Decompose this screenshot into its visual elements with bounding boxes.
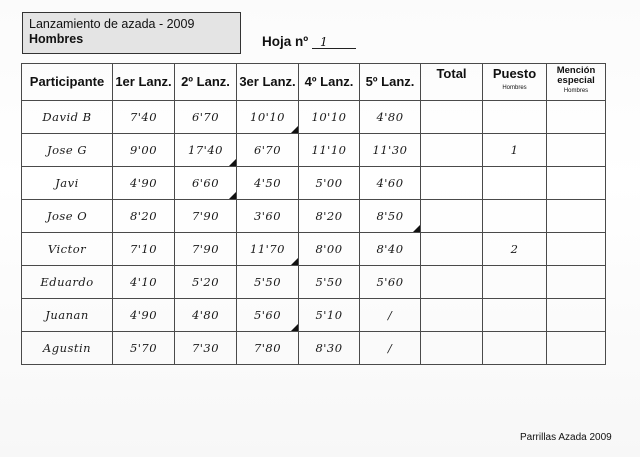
col-throw-5: 5º Lanz. — [360, 64, 421, 101]
participant-name-cell: David B — [22, 101, 113, 134]
total-cell — [421, 134, 483, 167]
mencion-cell — [547, 332, 606, 365]
mencion-cell — [547, 134, 606, 167]
throw-5-cell: / — [360, 332, 421, 365]
corner-mark — [413, 225, 420, 232]
table-row — [22, 134, 606, 167]
table-row — [22, 233, 606, 266]
throw-4-cell: 8'00 — [299, 233, 360, 266]
total-cell — [421, 101, 483, 134]
throw-3-cell: 11'70 — [237, 233, 299, 266]
col-throw-2: 2º Lanz. — [175, 64, 237, 101]
throw-2-cell: 7'90 — [175, 233, 237, 266]
table-header-row — [22, 64, 606, 101]
throw-4-cell: 5'00 — [299, 167, 360, 200]
puesto-cell — [483, 101, 547, 134]
mencion-cell — [547, 266, 606, 299]
corner-mark — [291, 324, 298, 331]
throw-3-cell: 3'60 — [237, 200, 299, 233]
throw-2-cell: 7'30 — [175, 332, 237, 365]
throw-5-cell: 5'60 — [360, 266, 421, 299]
throw-3-cell: 5'50 — [237, 266, 299, 299]
col-throw-4: 4º Lanz. — [299, 64, 360, 101]
corner-mark — [291, 258, 298, 265]
participant-name-cell: Victor — [22, 233, 113, 266]
throw-5-cell: 4'60 — [360, 167, 421, 200]
col-mencion-label: Mención especial — [556, 65, 596, 86]
results-table — [21, 63, 606, 365]
throw-2-cell: 7'90 — [175, 200, 237, 233]
title-box — [22, 12, 241, 54]
throw-1-cell: 5'70 — [113, 332, 175, 365]
corner-mark — [229, 159, 236, 166]
throw-1-cell: 7'10 — [113, 233, 175, 266]
throw-3-cell: 6'70 — [237, 134, 299, 167]
category-label: Hombres — [29, 32, 84, 46]
throw-2-cell: 4'80 — [175, 299, 237, 332]
participant-name-cell: Jose O — [22, 200, 113, 233]
puesto-cell — [483, 299, 547, 332]
throw-5-cell: 4'80 — [360, 101, 421, 134]
throw-1-cell: 4'90 — [113, 167, 175, 200]
throw-4-cell: 10'10 — [299, 101, 360, 134]
mencion-cell — [547, 233, 606, 266]
event-title: Lanzamiento de azada - 2009 — [29, 17, 195, 31]
table-row — [22, 167, 606, 200]
col-puesto-sub: Hombres — [502, 85, 527, 91]
throw-4-cell: 5'10 — [299, 299, 360, 332]
total-cell — [421, 299, 483, 332]
col-mencion-sub: Hombres — [563, 88, 589, 94]
col-puesto-label: Puesto — [492, 66, 537, 81]
total-cell — [421, 332, 483, 365]
mencion-cell — [547, 101, 606, 134]
throw-4-cell: 8'30 — [299, 332, 360, 365]
total-cell — [421, 167, 483, 200]
throw-5-cell: 8'50 — [360, 200, 421, 233]
corner-mark — [291, 126, 298, 133]
mencion-cell — [547, 200, 606, 233]
throw-5-cell: / — [360, 299, 421, 332]
throw-3-cell: 5'60 — [237, 299, 299, 332]
col-throw-1: 1er Lanz. — [113, 64, 175, 101]
throw-1-cell: 9'00 — [113, 134, 175, 167]
corner-mark — [229, 192, 236, 199]
throw-2-cell: 17'40 — [175, 134, 237, 167]
throw-1-cell: 8'20 — [113, 200, 175, 233]
table-row — [22, 299, 606, 332]
mencion-cell — [547, 299, 606, 332]
participant-name-cell: Eduardo — [22, 266, 113, 299]
table-row — [22, 101, 606, 134]
throw-2-cell: 6'60 — [175, 167, 237, 200]
throw-3-cell: 10'10 — [237, 101, 299, 134]
col-total: Total — [421, 64, 483, 101]
total-cell — [421, 266, 483, 299]
throw-3-cell: 4'50 — [237, 167, 299, 200]
col-participant: Participante — [22, 64, 113, 101]
throw-2-cell: 5'20 — [175, 266, 237, 299]
footer-text: Parrillas Azada 2009 — [520, 432, 612, 443]
throw-2-cell: 6'70 — [175, 101, 237, 134]
puesto-cell — [483, 167, 547, 200]
table-body — [22, 101, 606, 365]
table-row — [22, 266, 606, 299]
throw-1-cell: 7'40 — [113, 101, 175, 134]
throw-1-cell: 4'90 — [113, 299, 175, 332]
total-cell — [421, 200, 483, 233]
throw-4-cell: 11'10 — [299, 134, 360, 167]
puesto-cell: 1 — [483, 134, 547, 167]
col-throw-3: 3er Lanz. — [237, 64, 299, 101]
participant-name-cell: Jose G — [22, 134, 113, 167]
puesto-cell — [483, 200, 547, 233]
sheet-number-field — [262, 34, 356, 49]
mencion-cell — [547, 167, 606, 200]
col-mencion — [547, 64, 606, 101]
participant-name-cell: Javi — [22, 167, 113, 200]
throw-4-cell: 8'20 — [299, 200, 360, 233]
total-cell — [421, 233, 483, 266]
puesto-cell — [483, 332, 547, 365]
participant-name-cell: Agustin — [22, 332, 113, 365]
throw-5-cell: 8'40 — [360, 233, 421, 266]
throw-5-cell: 11'30 — [360, 134, 421, 167]
puesto-cell — [483, 266, 547, 299]
throw-4-cell: 5'50 — [299, 266, 360, 299]
table-row — [22, 200, 606, 233]
throw-1-cell: 4'10 — [113, 266, 175, 299]
col-puesto — [483, 64, 547, 101]
sheet-label: Hoja nº — [262, 34, 309, 49]
table-row — [22, 332, 606, 365]
sheet-number: 1 — [312, 37, 356, 49]
puesto-cell: 2 — [483, 233, 547, 266]
participant-name-cell: Juanan — [22, 299, 113, 332]
throw-3-cell: 7'80 — [237, 332, 299, 365]
